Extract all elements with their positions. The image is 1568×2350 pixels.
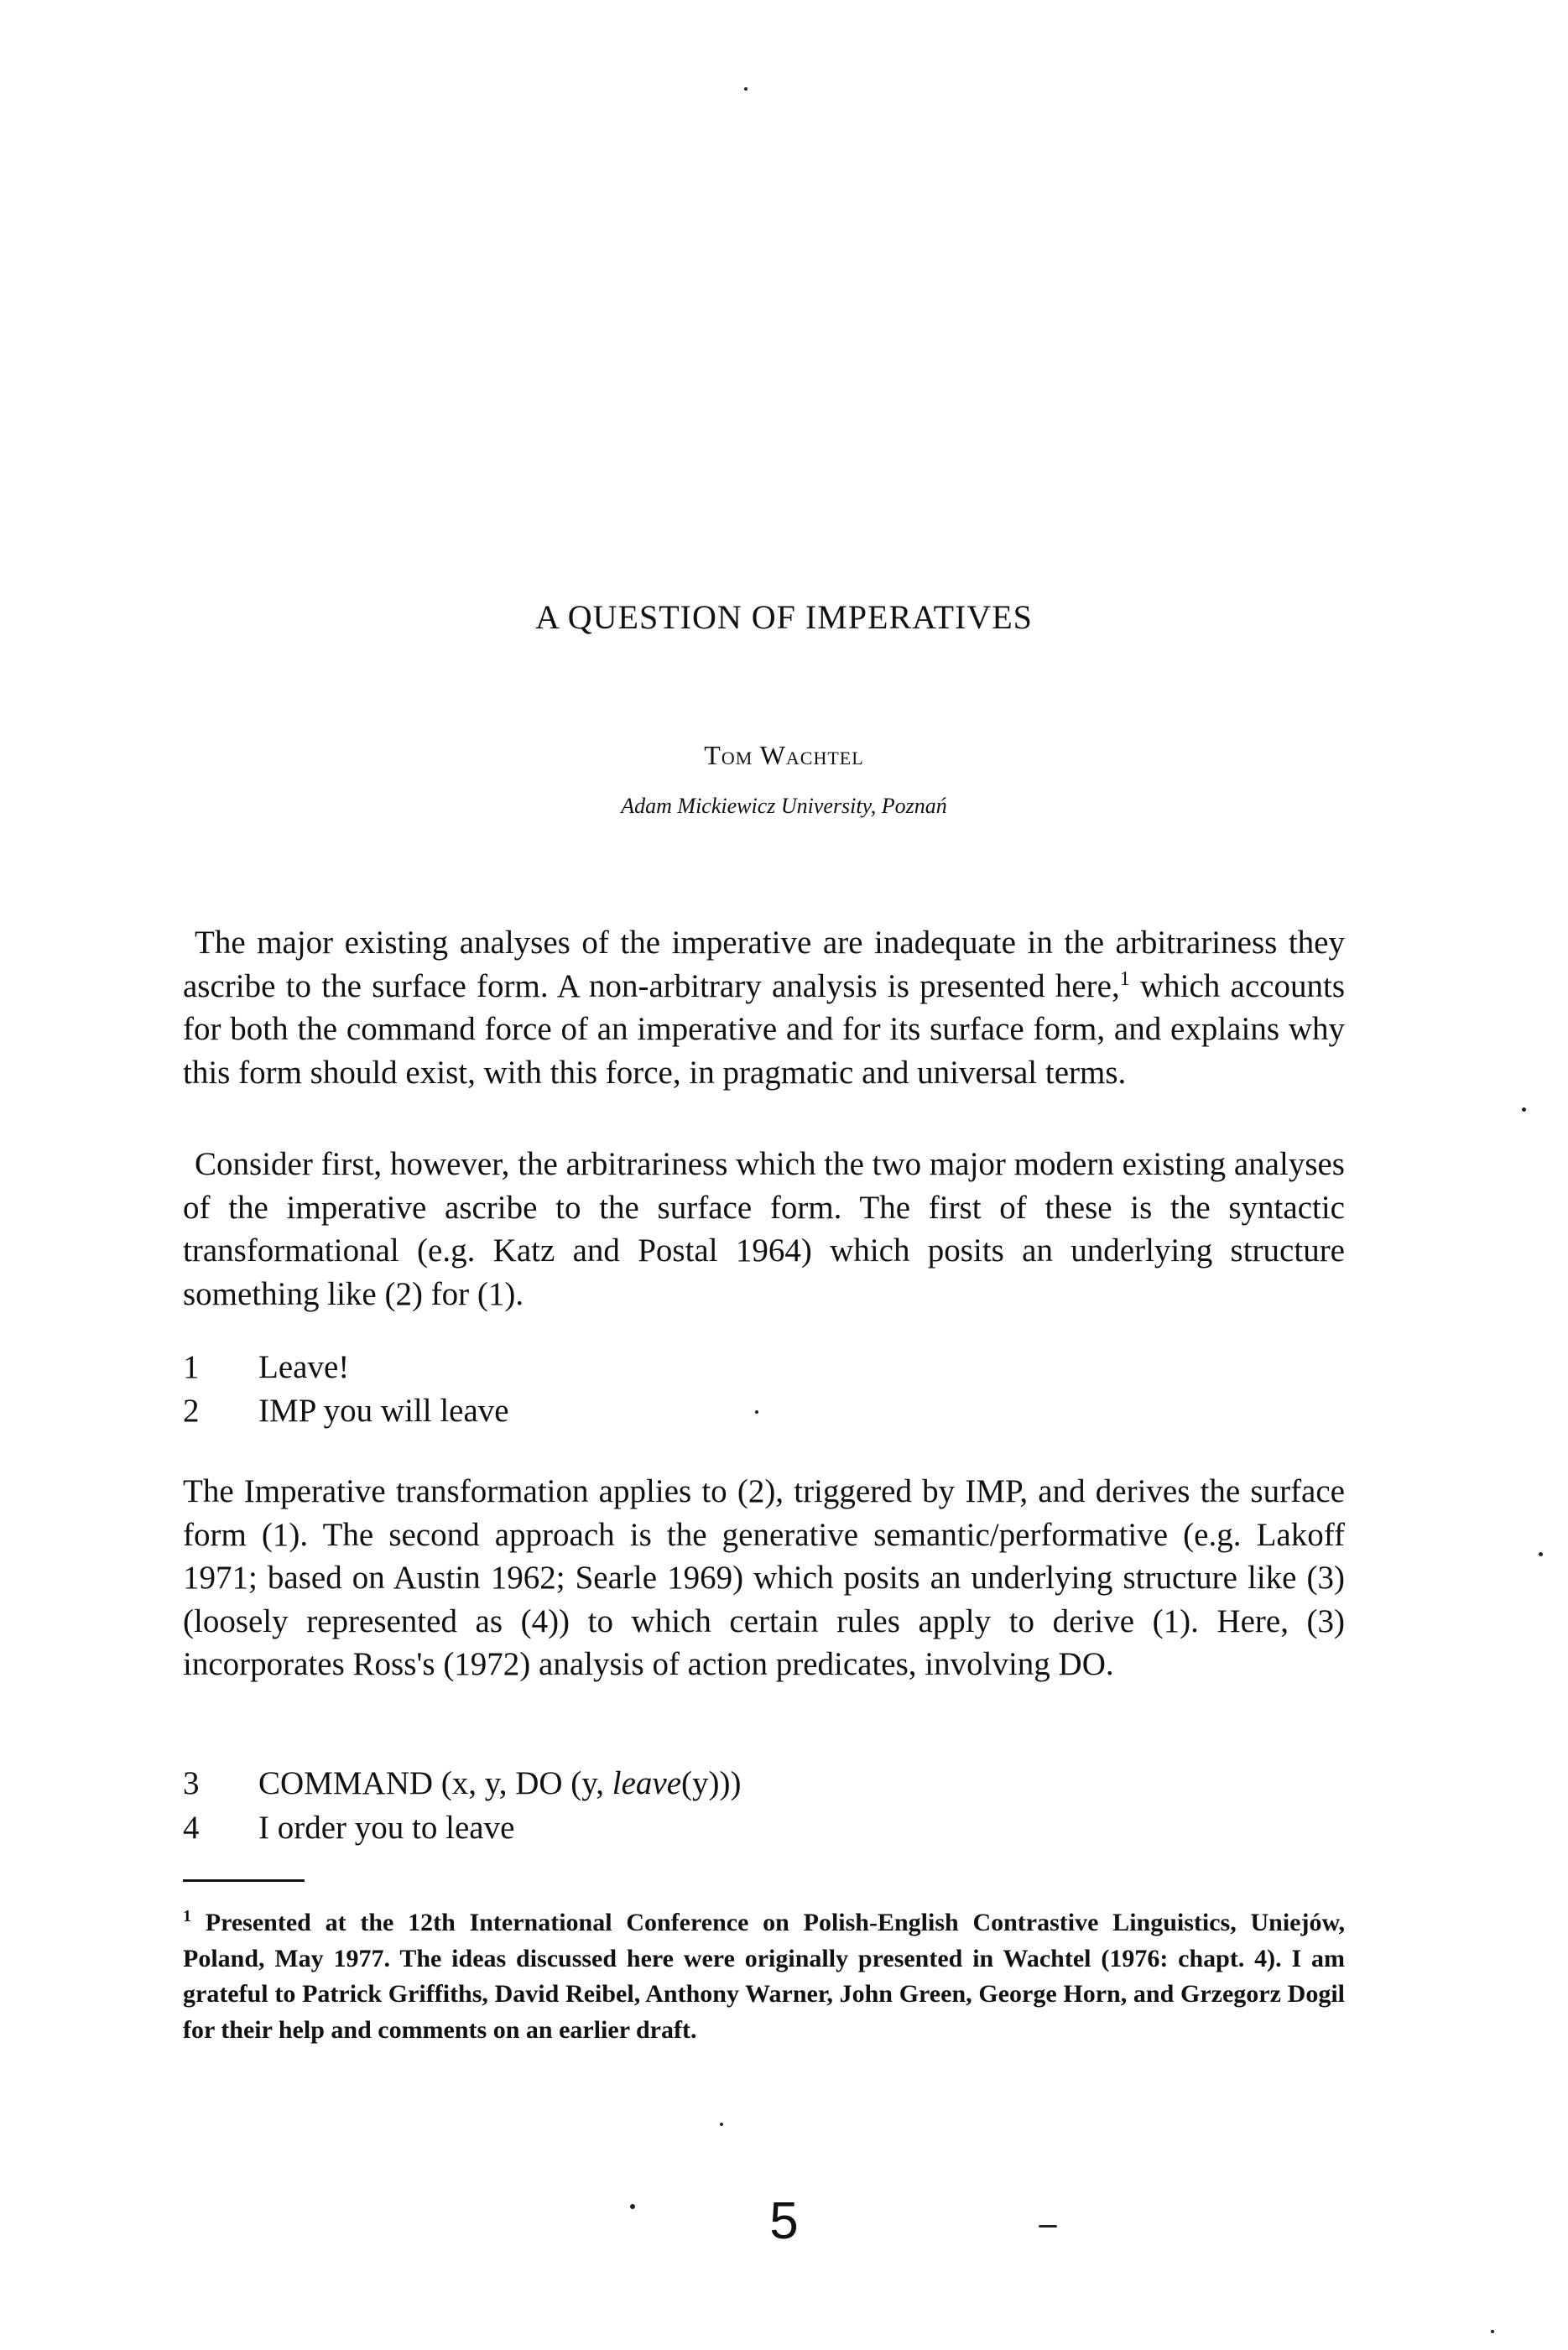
- author-name: Tom Wachtel: [704, 740, 864, 770]
- example-text: I order you to leave: [258, 1810, 515, 1846]
- paragraph-1: [183, 921, 1345, 1094]
- footnote-divider: [183, 1879, 305, 1882]
- example-number: 2: [183, 1393, 200, 1429]
- footnote: [183, 1899, 1345, 2048]
- author-affiliation: Adam Mickiewicz University, Poznań: [621, 794, 947, 818]
- scan-speck: [755, 1410, 758, 1414]
- scan-speck: [1539, 1552, 1543, 1556]
- example-number: 3: [183, 1765, 200, 1801]
- footnote-reference: 1: [1119, 967, 1130, 990]
- example-3-text-pre: COMMAND (x, y, DO (y,: [258, 1765, 612, 1801]
- scan-speck: [744, 87, 748, 91]
- paragraph-3-text: The Imperative transformation applies to (2), triggered by IMP, and derives the surface form (1). The second approach is the generative semantic/performative (e.g. Lakoff 1971; based on Austin 1962; Searle 1969) which posits an underlying structure like (3) (loosely represented as (4)) to which certain rules apply to derive (1). Here, (3) incorporates Ross's (1972) analysis of action predicates, involving DO.: [183, 1473, 1345, 1682]
- scan-speck: [1039, 2225, 1057, 2228]
- scan-speck: [720, 2123, 723, 2126]
- example-4: [183, 1806, 514, 1850]
- footnote-mark: 1: [183, 1907, 191, 1925]
- scan-speck: [1522, 1107, 1526, 1112]
- footnote-text: Presented at the 12th International Conference on Polish-English Contrastive Linguistics, Uniejów, Poland, May 1977. The ideas discussed here were originally presented in Wachtel (1976: chapt. 4). I am grateful to Patrick Griffiths, David Reibel, Anthony Warner, John Green, George Horn, and Grzegorz Dogil for their help and comments on an earlier draft.: [183, 1909, 1345, 2044]
- example-number: 1: [183, 1349, 200, 1385]
- example-2: [183, 1389, 509, 1433]
- scan-speck: [1491, 2330, 1494, 2333]
- scan-speck: [630, 2204, 635, 2209]
- paragraph-1-text-a: The major existing analyses of the imperative are inadequate in the arbitrariness they ascribe to the surface form. A non-arbitrary analysis is presented here,: [183, 925, 1345, 1004]
- paragraph-2-text: Consider first, however, the arbitrariness which the two major modern existing analyses of the imperative ascribe to the surface form. The first of these is the syntactic transformational (e.g. Katz and Postal 1964) which posits an underlying structure something like (2) for (1).: [183, 1146, 1345, 1312]
- example-3-text-italic: leave: [612, 1765, 682, 1801]
- example-1: [183, 1346, 349, 1389]
- example-3: [183, 1762, 741, 1805]
- article-title: A QUESTION OF IMPERATIVES: [535, 598, 1033, 636]
- example-3-text-post: (y))): [681, 1765, 742, 1801]
- page-number: 5: [769, 2192, 799, 2250]
- paragraph-2: [183, 1143, 1345, 1316]
- example-text: Leave!: [258, 1349, 350, 1385]
- paragraph-1-text-b: which accounts for both the command force of an imperative and for its surface form, and explains why this form should exist, with this force, in pragmatic and universal terms.: [183, 967, 1345, 1091]
- example-number: 4: [183, 1810, 200, 1846]
- example-text: IMP you will leave: [258, 1393, 509, 1429]
- example-text: [258, 1762, 741, 1805]
- paragraph-3: [183, 1470, 1345, 1686]
